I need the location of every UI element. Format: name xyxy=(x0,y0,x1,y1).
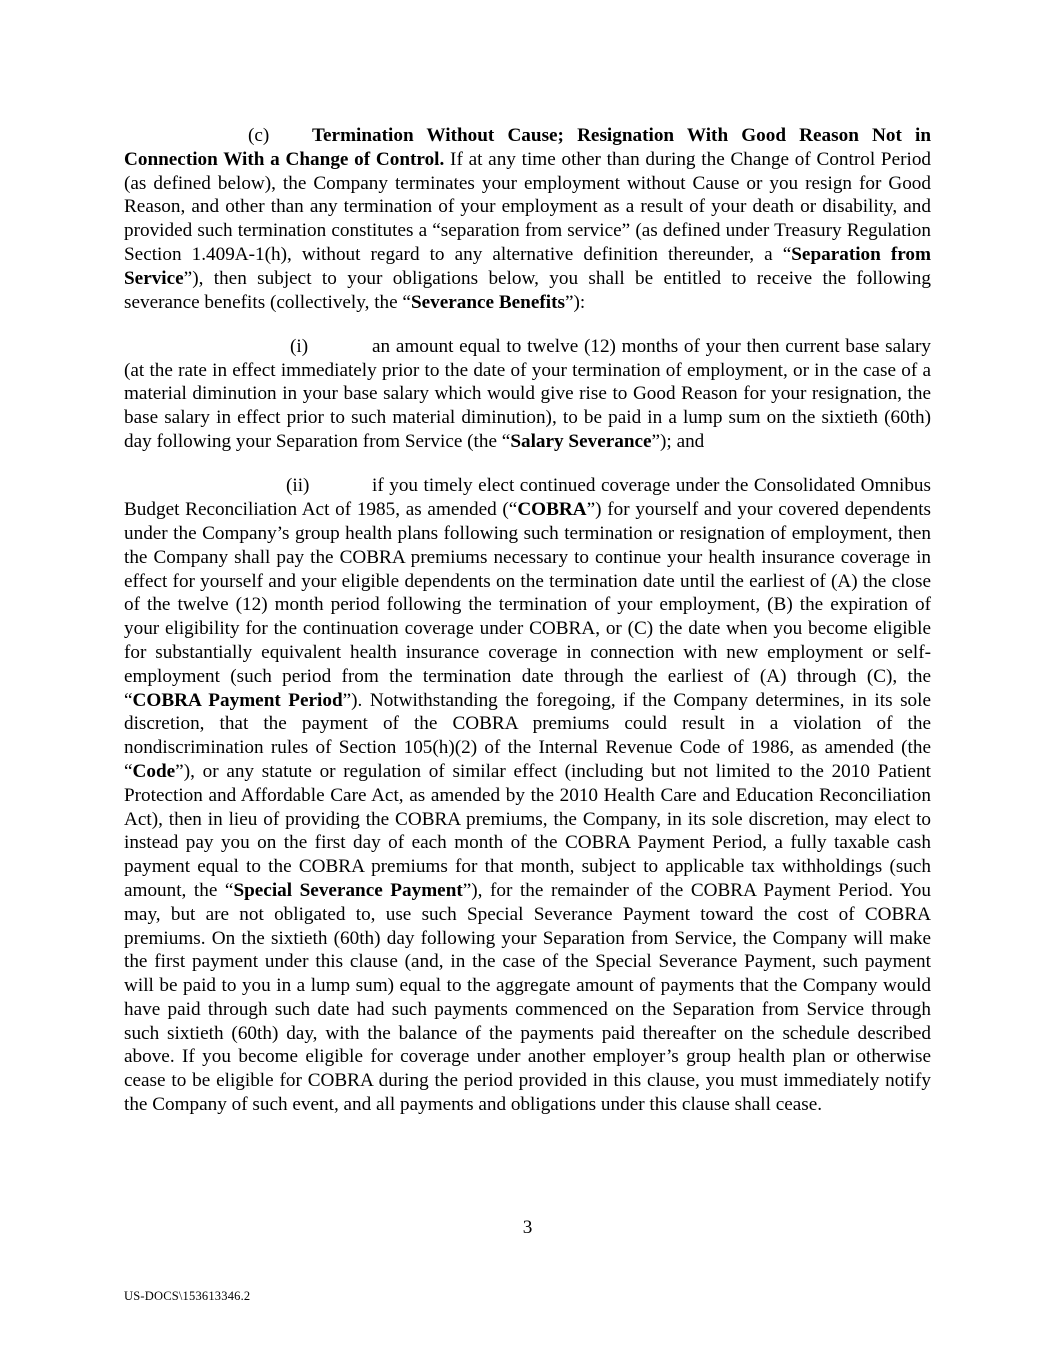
clause-c xyxy=(124,124,931,314)
clause-ii-text: ”), for the remainder of the COBRA Payment Period. You may, but are not obligated to, use such Special Severance Payment toward the cost of COBRA premiums. On the sixtieth (60th) day following your Separation from Service, the Company will make the first payment under this clause (and, in the case of the Special Severance Payment, such payment will be paid to you in a lump sum) equal to the aggregate amount of payments that the Company would have paid through such date had such payments commenced on the Separation from Service through such sixtieth (60th) day, with the balance of the payments paid thereafter on the schedule described above. If you become eligible for coverage under another employer’s group health plan or otherwise cease to be eligible for COBRA during the period provided in this clause, you must immediately notify the Company of such event, and all payments and obligations under this clause shall cease. xyxy=(124,879,931,1116)
clause-ii-text: ”) for yourself and your covered dependents under the Company’s group health plans following such termination or resignation of employment, then the Company shall pay the COBRA premiums necessary to continue your health insurance coverage in effect for yourself and your eligible dependents on the termination date until the earliest of (A) the close of the twelve (12) month period following the termination of your employment, (B) the expiration of your eligibility for the continuation coverage under COBRA, or (C) the date when you become eligible for substantially equivalent health insurance coverage in connection with new employment or self-employment (such period from the termination date through the earliest of (A) through (C), the “ xyxy=(124,499,931,711)
clause-ii-text: if you timely elect continued coverage under the Consolidated Omnibus Budget Reconciliation Act of 1985, as amended (“ xyxy=(124,475,931,521)
clause-i-number: (i) xyxy=(290,335,309,357)
clause-ii xyxy=(124,474,931,1117)
document-body xyxy=(124,124,931,1117)
defined-term-cobra: COBRA xyxy=(517,499,587,521)
clause-ii-text: ”). Notwithstanding the foregoing, if the Company determines, in its sole discretion, that the payment of the COBRA premiums could result in a violation of the nondiscrimination rules of Section 105(h)(2) of the Internal Revenue Code of 1986, as amended (the “ xyxy=(124,689,931,782)
clause-c-text: If at any time other than during the Change of Control Period (as defined below), the Company terminates your employment without Cause or you resign for Good Reason, and other than any termination of your employment as a result of your death or disability, and provided such termination constitutes a “separation from service” (as defined under Treasury Regulation Section 1.409A-1(h), without regard to any alternative definition thereunder, a “ xyxy=(124,148,932,265)
clause-c-text: ”): xyxy=(564,291,586,313)
document-id: US-DOCS\153613346.2 xyxy=(124,1289,251,1303)
clause-c-heading: Termination Without Cause; Resignation With Good Reason Not in Connection With a Change of Control. xyxy=(124,125,931,170)
defined-term-severance-benefits: Severance Benefits xyxy=(410,291,565,313)
page-number: 3 xyxy=(522,1217,533,1238)
clause-c-number: (c) xyxy=(248,125,270,146)
defined-term-cobra-payment-period: COBRA Payment Period xyxy=(132,689,343,711)
defined-term-special-severance-payment: Special Severance Payment xyxy=(233,879,463,901)
clause-ii-text: ”), or any statute or regulation of similar effect (including but not limited to the 2010 Patient Protection and Affordable Care Act, as amended by the 2010 Health Care and Education Reconciliation Act), then in lieu of providing the COBRA premiums, the Company, in its sole discretion, may elect to instead pay you on the first day of each month of the COBRA Payment Period, a fully taxable cash payment equal to the COBRA premiums for that month, subject to applicable tax withholdings (such amount, the “ xyxy=(124,760,931,901)
clause-ii-number: (ii) xyxy=(286,475,310,497)
defined-term-salary-severance: Salary Severance xyxy=(510,431,652,453)
clause-i xyxy=(124,335,931,454)
defined-term-separation-from-service: Separation from Service xyxy=(124,243,931,289)
clause-c-text: ”), then subject to your obligations below, you shall be entitled to receive the following severance benefits (collectively, the “ xyxy=(124,267,931,313)
clause-i-text: ”); and xyxy=(651,431,705,453)
defined-term-code: Code xyxy=(132,760,176,782)
clause-i-text: an amount equal to twelve (12) months of your then current base salary (at the rate in effect immediately prior to the date of your termination of employment, or in the case of a material diminution in your base salary which would give rise to Good Reason for your resignation, the base salary in effect prior to such material diminution), to be paid in a lump sum on the sixtieth (60th) day following your Separation from Service (the “ xyxy=(124,335,931,453)
